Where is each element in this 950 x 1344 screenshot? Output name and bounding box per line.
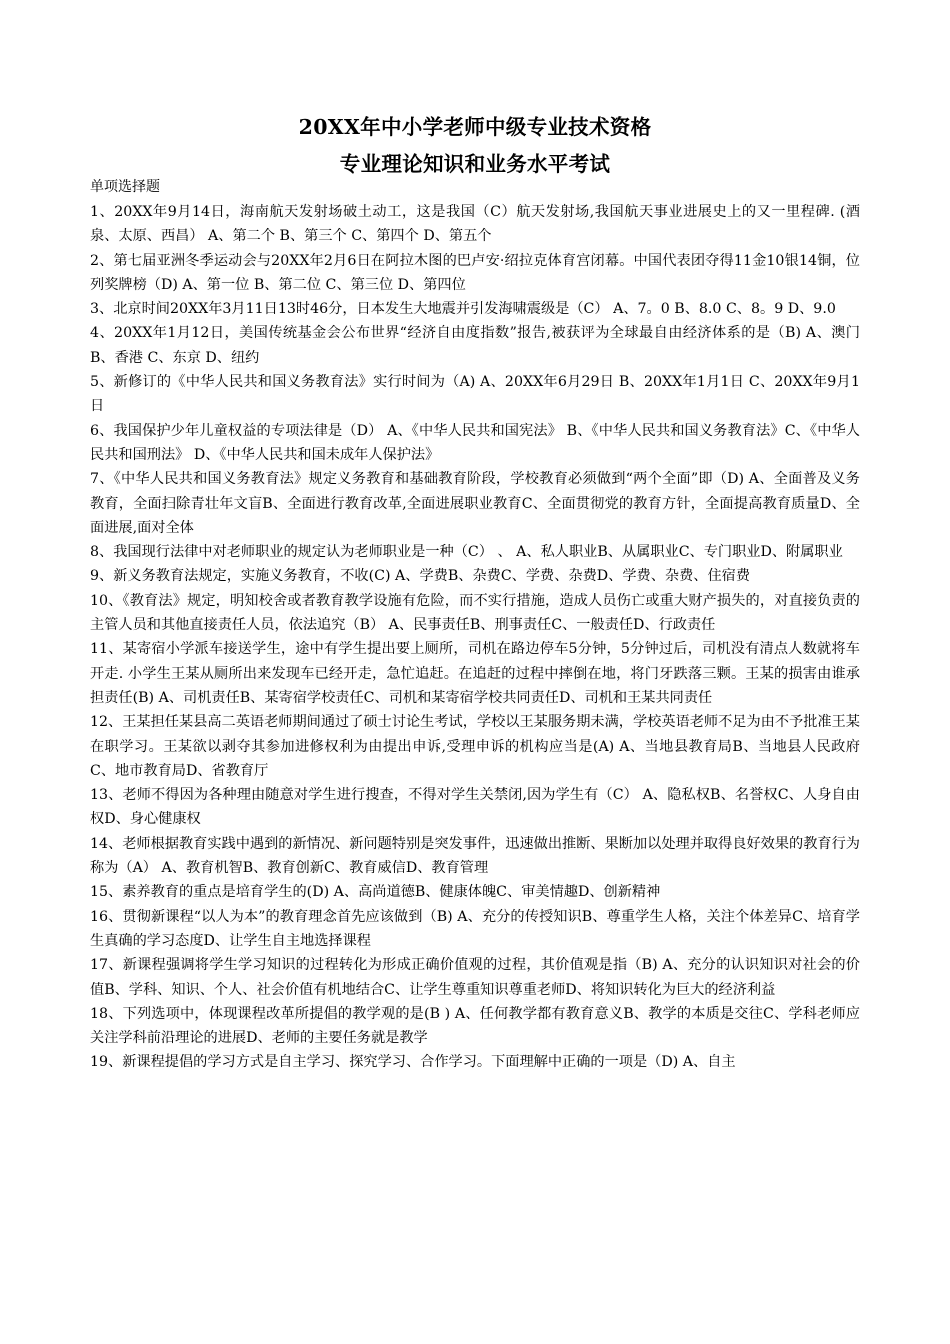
question-14: 14、老师根据教育实践中遇到的新情况、新问题特别是突发事件，迅速做出推断、果断加以处理并取得良好效果的教育行为称为（A） A、教育机智B、教育创新C、教育威信D、教育管理 (90, 835, 860, 877)
question-19: 19、新课程提倡的学习方式是自主学习、探究学习、合作学习。下面理解中正确的一项是（D) A、自主 (90, 1054, 736, 1071)
question-15: 15、素养教育的重点是培育学生的(D) A、高尚道德B、健康体魄C、审美情趣D、创新精神 (90, 884, 661, 901)
question-9: 9、新义务教育法规定，实施义务教育，不收(C) A、学费B、杂费C、学费、杂费D、学费、杂费、住宿费 (90, 568, 751, 585)
question-5: 5、新修订的《中华人民共和国义务教育法》实行时间为（A) A、20XX年6月29日 B、20XX年1月1日 C、20XX年9月1日 (90, 374, 860, 415)
question-10: 10、《教育法》规定，明知校舍或者教育教学设施有危险，而不实行措施，造成人员伤亡或重大财产损失的，对直接负责的主管人员和其他直接责任人员，依法追究（B） A、民事责任B、刑事责任C、一般责任D、行政责任 (90, 592, 860, 634)
question-list (90, 200, 860, 1075)
question-6: 6、我国保护少年儿童权益的专项法律是（D） A、《中华人民共和国宪法》 B、《中华人民共和国义务教育法》C、《中华人民共和国刑法》 D、《中华人民共和国未成年人保护法》 (90, 422, 860, 463)
question-7: 7、《中华人民共和国义务教育法》规定义务教育和基础教育阶段，学校教育必须做到“两个全面”即（D) A、全面普及义务教育，全面扫除青壮年文盲B、全面进行教育改革,全面进展职业教育C、全面贯彻党的教育方针，全面提高教育质量D、全面进展,面对全体 (90, 471, 860, 536)
question-8: 8、我国现行法律中对老师职业的规定认为老师职业是一种（C） 、 A、私人职业B、从属职业C、专门职业D、附属职业 (90, 544, 843, 561)
question-18: 18、下列选项中，体现课程改革所提倡的教学观的是(B ) A、任何教学都有教育意义B、教学的本质是交往C、学科老师应关注学科前沿理论的进展D、老师的主要任务就是教学 (90, 1005, 860, 1047)
section-heading: 单项选择题 (90, 179, 160, 195)
document-subtitle: 专业理论知识和业务水平考试 (339, 152, 611, 176)
question-16: 16、贯彻新课程“以人为本”的教育理念首先应该做到（B) A、充分的传授知识B、尊重学生人格，关注个体差异C、培育学生真确的学习态度D、让学生自主地选择课程 (90, 908, 860, 949)
question-2: 2、第七届亚洲冬季运动会与20XX年2月6日在阿拉木图的巴卢安·绍拉克体育宫闭幕。中国代表团夺得11金10银14铜，位列奖牌榜（D) A、第一位 B、第二位 C、第三位 D、第四位 (90, 252, 860, 293)
document-title: 20XX年中小学老师中级专业技术资格 (298, 115, 652, 139)
question-1: 1、20XX年9月14日，海南航天发射场破土动工，这是我国（C）航天发射场,我国航天事业进展史上的又一里程碑. (酒泉、太原、西昌） A、第二个 B、第三个 C、第四个 D、第五个 (90, 204, 860, 245)
question-3: 3、北京时间20XX年3月11日13时46分，日本发生大地震并引发海啸震级是（C） A、7。0 B、8.0 C、8。9 D、9.0 (90, 301, 836, 318)
question-13: 13、老师不得因为各种理由随意对学生进行搜查，不得对学生关禁闭,因为学生有（C） A、隐私权B、名誉权C、人身自由权D、身心健康权 (90, 787, 860, 828)
question-17: 17、新课程强调将学生学习知识的过程转化为形成正确价值观的过程，其价值观是指（B) A、充分的认识知识对社会的价值B、学科、知识、个人、社会价值有机地结合C、让学生尊重知识尊重老师D、将知识转化为巨大的经济利益 (90, 957, 860, 998)
question-4: 4、20XX年1月12日，美国传统基金会公布世界“经济自由度指数”报告,被获评为全球最自由经济体系的是（B) A、澳门 B、香港 C、东京 D、纽约 (90, 325, 860, 366)
question-11: 11、某寄宿小学派车接送学生，途中有学生提出要上厕所，司机在路边停车5分钟，5分钟过后，司机没有清点人数就将车开走. 小学生王某从厕所出来发现车已经开走，急忙追赶。在追赶的过程中摔倒在地，将门牙跌落三颗。王某的损害由谁承担责任(B) A、司机责任B、某寄宿学校责任C、司机和某寄宿学校共同责任D、司机和王某共同责任 (90, 641, 860, 706)
question-12: 12、王某担任某县高二英语老师期间通过了硕士讨论生考试，学校以王某服务期未满，学校英语老师不足为由不予批准王某在职学习。王某欲以剥夺其参加进修权利为由提出申诉,受理申诉的机构应当是(A) A、当地县教育局B、当地县人民政府C、地市教育局D、省教育厅 (90, 714, 860, 779)
